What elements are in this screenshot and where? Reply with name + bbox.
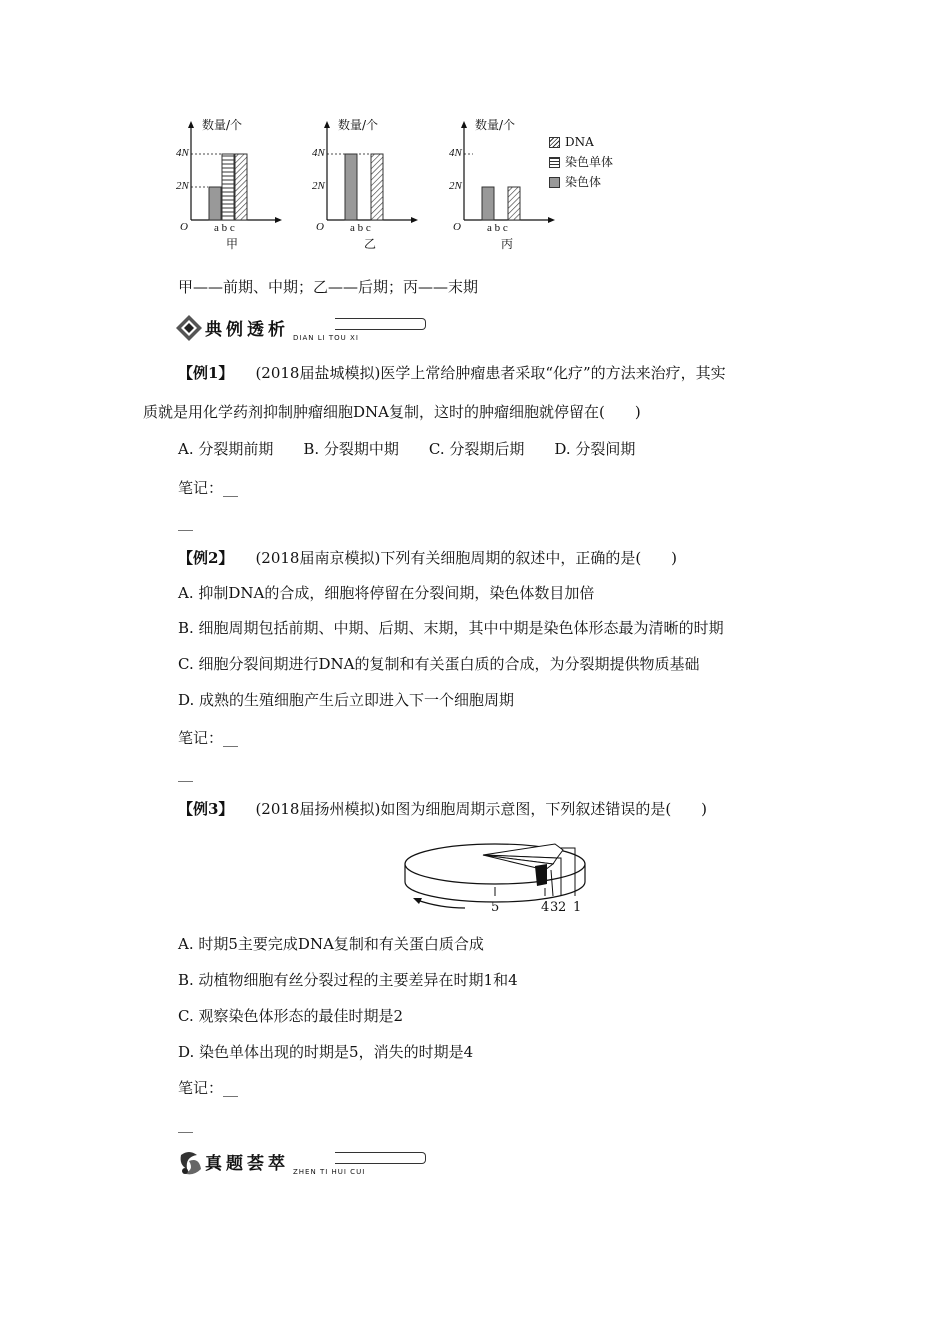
example-2-option-c: C. 细胞分裂间期进行DNA的复制和有关蛋白质的合成，为分裂期提供物质基础 xyxy=(178,655,700,673)
banner-subtitle: ZHEN TI HUI CUI xyxy=(293,1168,366,1176)
chart-yi xyxy=(314,118,434,258)
tick-2n: 2N xyxy=(312,180,325,192)
example-2-note: 笔记：__ xyxy=(178,729,239,747)
pie-label-3: 3 xyxy=(550,900,559,915)
example-1-line-1 xyxy=(178,363,726,383)
tick-2n: 2N xyxy=(449,180,462,192)
category-labels: a b c xyxy=(487,222,508,234)
banner-title: 典例透析 xyxy=(205,320,289,340)
example-2-stem: (2018届南京模拟)下列有关细胞周期的叙述中，正确的是( ) xyxy=(255,549,678,567)
example-3-option-a: A. 时期5主要完成DNA复制和有关蛋白质合成 xyxy=(178,935,484,953)
chart-name: 丙 xyxy=(501,237,514,251)
legend-chromosome xyxy=(549,172,613,192)
example-2-note-line: __ xyxy=(178,764,193,782)
category-labels: a b c xyxy=(350,222,371,234)
example-2-option-a: A. 抑制DNA的合成，细胞将停留在分裂间期，染色体数目加倍 xyxy=(178,584,595,602)
bar-chromosome xyxy=(482,187,494,220)
banner-subtitle: DIAN LI TOU XI xyxy=(293,334,359,342)
banner-decoration xyxy=(335,1152,426,1164)
bar-chromatid xyxy=(222,154,234,220)
example-3-label: 【例3】 xyxy=(178,800,234,818)
example-1-label: 【例1】 xyxy=(178,364,234,382)
example-1-options: A. 分裂期前期 B. 分裂期中期 C. 分裂期后期 D. 分裂间期 xyxy=(178,440,636,458)
legend-chromatid-label: 染色单体 xyxy=(565,155,614,169)
pie-wedge-4 xyxy=(535,864,547,886)
tick-2n: 2N xyxy=(176,180,189,192)
example-2-option-d: D. 成熟的生殖细胞产生后立即进入下一个细胞周期 xyxy=(178,691,515,709)
diamond-icon xyxy=(175,313,205,343)
section-banner-past-exams xyxy=(175,1147,435,1181)
bar-chromosome xyxy=(345,154,357,220)
pie-label-2: 2 xyxy=(558,900,567,915)
bar-dna xyxy=(235,154,247,220)
origin-label: O xyxy=(453,221,461,233)
example-3-note-line: __ xyxy=(178,1115,193,1133)
origin-label: O xyxy=(316,221,324,233)
y-axis-arrow xyxy=(461,121,467,128)
legend-dna-label: DNA xyxy=(565,135,594,149)
y-axis-label: 数量/个 xyxy=(475,118,516,132)
swirl-logo-icon xyxy=(175,1147,207,1179)
legend-chromosome-swatch xyxy=(549,177,560,188)
y-axis-label: 数量/个 xyxy=(202,118,243,132)
y-axis-label: 数量/个 xyxy=(338,118,379,132)
bar-dna xyxy=(508,187,520,220)
pie-label-5: 5 xyxy=(491,900,500,915)
banner-decoration xyxy=(335,318,426,330)
example-1-stem-2: 质就是用化学药剂抑制肿瘤细胞DNA复制，这时的肿瘤细胞就停留在( ) xyxy=(143,403,641,421)
example-3-option-c: C. 观察染色体形态的最佳时期是2 xyxy=(178,1007,404,1025)
chart-name: 乙 xyxy=(364,237,377,251)
example-1-note: 笔记：__ xyxy=(178,479,239,497)
x-axis-arrow xyxy=(275,217,282,223)
legend-chromatid xyxy=(549,152,613,172)
example-3-line-1 xyxy=(178,799,707,819)
example-3-stem: (2018届扬州模拟)如图为细胞周期示意图，下列叙述错误的是( ) xyxy=(255,800,708,818)
section-banner-examples xyxy=(175,313,435,347)
tick-4n: 4N xyxy=(312,147,325,159)
example-3-option-d: D. 染色单体出现的时期是5，消失的时期是4 xyxy=(178,1043,474,1061)
chart-legend xyxy=(549,132,613,192)
bar-dna xyxy=(371,154,383,220)
y-axis-arrow xyxy=(188,121,194,128)
banner-title: 真题荟萃 xyxy=(205,1154,289,1174)
stage-summary: 甲——前期、中期；乙——后期；丙——末期 xyxy=(178,278,479,296)
legend-dna-swatch xyxy=(549,137,560,148)
example-2-line-1 xyxy=(178,548,677,568)
chart-name: 甲 xyxy=(226,237,239,251)
legend-dna xyxy=(549,132,613,152)
bar-chromosome xyxy=(209,187,221,220)
legend-chromatid-swatch xyxy=(549,157,560,168)
tick-4n: 4N xyxy=(176,147,189,159)
tick-4n: 4N xyxy=(449,147,462,159)
pie-label-1: 1 xyxy=(573,900,582,915)
x-axis-arrow xyxy=(411,217,418,223)
example-2-option-b: B. 细胞周期包括前期、中期、后期、末期，其中中期是染色体形态最为清晰的时期 xyxy=(178,619,724,637)
chart-jia xyxy=(178,118,298,258)
example-1-note-line: __ xyxy=(178,513,193,531)
example-3-note: 笔记：__ xyxy=(178,1079,239,1097)
legend-chromosome-label: 染色体 xyxy=(565,175,602,189)
example-3-option-b: B. 动植物细胞有丝分裂过程的主要差异在时期1和4 xyxy=(178,971,518,989)
origin-label: O xyxy=(180,221,188,233)
rotation-arrow xyxy=(417,900,465,908)
pie-label-4: 4 xyxy=(541,900,550,915)
y-axis-arrow xyxy=(324,121,330,128)
x-axis-arrow xyxy=(548,217,555,223)
example-2-label: 【例2】 xyxy=(178,549,234,567)
example-1-stem-1: (2018届盐城模拟)医学上常给肿瘤患者采取“化疗”的方法来治疗，其实 xyxy=(255,364,726,382)
category-labels: a b c xyxy=(214,222,235,234)
